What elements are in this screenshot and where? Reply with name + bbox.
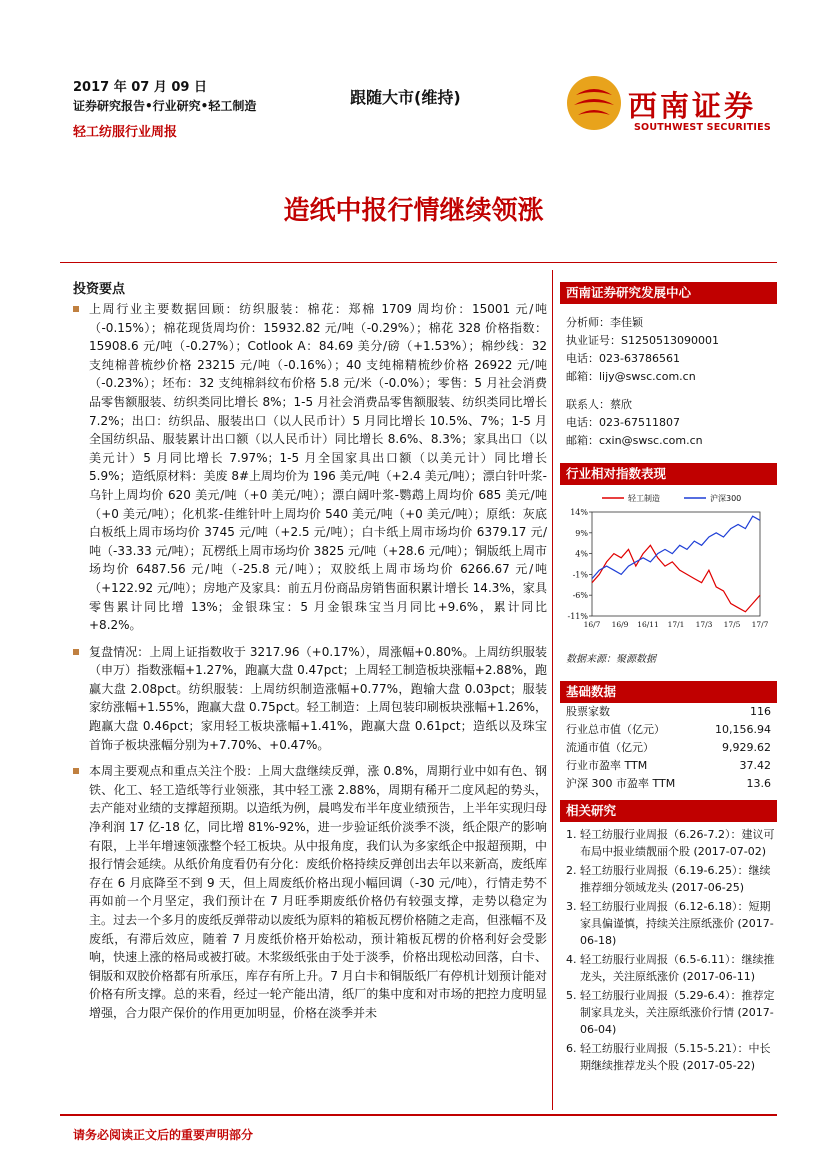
rating: 跟随大市(维持) [350, 88, 461, 107]
list-item[interactable]: 4. 轻工纺服行业周报（6.5-6.11）：继续推龙头，关注原纸涨价 (2017-06-11) [566, 953, 775, 983]
basic-data-table [566, 703, 771, 793]
related-research-list [566, 826, 776, 1076]
y-tick-label: 4% [575, 549, 588, 559]
y-tick-label: -1% [572, 570, 588, 580]
bullet-icon [73, 306, 79, 312]
bullet-icon [73, 649, 79, 655]
footer-divider [60, 1114, 777, 1116]
x-tick-label: 16/9 [611, 620, 629, 629]
analyst-phone: 电话：023-63786561 [566, 352, 680, 365]
logo-chinese: 西南证券 [628, 89, 757, 123]
logo-english: SOUTHWEST SECURITIES [634, 122, 771, 133]
list-item[interactable]: 2. 轻工纺服行业周报（6.19-6.25）：继续推荐细分领域龙头 (2017-06-25) [566, 864, 771, 894]
x-tick-label: 17/5 [723, 620, 741, 629]
column-divider [552, 270, 553, 1110]
chart-heading: 行业相对指数表现 [560, 463, 777, 485]
x-tick-label: 17/3 [695, 620, 713, 629]
company-logo-icon [566, 75, 622, 131]
x-tick-label: 16/11 [637, 620, 659, 629]
paragraph-text: 复盘情况：上周上证指数收于 3217.96（+0.17%），周涨幅+0.80%。上周纺织服装（申万）指数涨幅+1.27%，跑赢大盘 0.47pct；上周轻工制造板块涨幅+2.88%，跑赢大盘 2.08pct。纺织服装：上周纺织制造涨幅+0.77%，跑输大盘 0.03pct；服装家纺涨幅+1.55%，跑赢大盘 0.75pct。轻工制造：上周包装印刷板块涨幅+1.26%，跑赢大盘 0.46pct；家用轻工板块涨幅+1.41%，跑赢大盘 0.61pct；造纸以及珠宝首饰子板块涨幅分别为+7.70%、+0.47%。 [89, 644, 547, 752]
bullet-icon [73, 768, 79, 774]
y-tick-label: -11% [567, 612, 588, 621]
series-line-1 [592, 516, 760, 578]
research-center-heading: 西南证券研究发展中心 [560, 282, 777, 304]
list-item[interactable]: 3. 轻工纺服行业周报（6.12-6.18）：短期家具偏谨慎，持续关注原纸涨价 (2017-06-18) [566, 900, 774, 947]
table-row: 行业市盈率 TTM 37.42 [566, 759, 771, 772]
list-item[interactable]: 5. 轻工纺服行业周报（5.29-6.4）：推荐定制家具龙头，关注原纸涨价行情 (2017-06-04) [566, 989, 775, 1036]
basic-data-heading: 基础数据 [560, 681, 777, 703]
contact-name: 联系人：蔡欣 [566, 398, 632, 411]
header-divider [60, 262, 777, 263]
list-item[interactable]: 1. 轻工纺服行业周报（6.26-7.2）：建议可布局中报业绩靓丽个股 (2017-07-02) [566, 828, 775, 858]
report-title: 造纸中报行情继续领涨 [283, 196, 544, 226]
related-research-heading: 相关研究 [560, 800, 777, 822]
y-tick-label: 9% [575, 528, 588, 538]
paragraph-text: 上周行业主要数据回顾：纺织服装：棉花：郑棉 1709 周均价：15001 元/吨（-0.15%）；棉花现货周均价：15932.82 元/吨（-0.29%）；棉花 328 价格指数：15908.6 元/吨（-0.27%）；Cotlook A：84.69 美分/磅（+1.53%）；棉纱线：32 支纯棉普梳纱价格 23215 元/吨（-0.16%）；40 支纯棉精梳纱价格 26922 元/吨（-0.23%）；坯布：32 支纯棉斜纹布价格 5.8 元/米（-0.0%）；零售：5 月社会消费品零售额服装、纺织类同比增长 8%；1-5 月社会消费品零售额服装、纺织类同比增长 7.2%；出口：纺织品、服装出口（以人民币计）5 月同比增长 10.5%、7%；1-5 月全国纺织品、服装累计出口额（以人民币计）同比增长 8.6%、8.3%；家具出口（以美元计）5 月同比增长 7.97%；1-5 月全国家具出口额（以美元计）同比增长 5.9%；造纸原材料：美废 8#上周均价为 196 美元/吨（+2.4 美元/吨）；漂白针叶浆-乌针上周均价 620 美元/吨（+0 美元/吨）；漂白阔叶浆-鹦鹉上周均价 685 美元/吨（+0 美元/吨）；化机浆-佳维针叶上周均价 540 美元/吨（+0 美元/吨）；原纸：灰底白板纸上周市场均价 3745 元/吨（+2.5 元/吨）；白卡纸上周市场均价 6379.17 元/吨（-33.33 元/吨）；瓦楞纸上周市场均价 3825 元/吨（+28.6 元/吨）；铜版纸上周市场均价 6487.56 元/吨（-25.8 元/吨）；双胶纸上周市场均价 6266.67 元/吨（+122.92 元/吨）；房地产及家具：前五月份商品房销售面积累计增长 14.3%，家具零售累计同比增 13%；金银珠宝：5 月金银珠宝当月同比+9.6%，累计同比+8.2%。 [89, 302, 547, 633]
table-row: 股票家数 116 [566, 705, 771, 718]
legend-label-1: 沪深300 [710, 494, 742, 503]
report-type: 证券研究报告•行业研究•轻工制造 [73, 99, 257, 113]
legend-label-0: 轻工制造 [628, 494, 660, 503]
series-line-0 [592, 545, 760, 612]
paragraph-data-review [73, 300, 547, 635]
section-title: 投资要点 [73, 282, 126, 297]
footer-disclaimer: 请务必阅读正文后的重要声明部分 [73, 1128, 254, 1142]
table-row: 沪深 300 市盈率 TTM 13.6 [566, 777, 771, 790]
x-tick-label: 17/7 [751, 620, 769, 629]
paragraph-views [73, 762, 547, 1022]
x-tick-label: 16/7 [583, 620, 601, 629]
relative-index-chart [562, 490, 774, 640]
y-tick-label: 14% [570, 508, 588, 517]
x-tick-label: 17/1 [667, 620, 685, 629]
license-number: 执业证号：S1250513090001 [566, 334, 719, 347]
main-paragraphs [73, 300, 547, 1023]
contact-info [566, 314, 719, 450]
analyst-name: 分析师：李佳颖 [566, 316, 643, 329]
y-tick-label: -6% [572, 591, 588, 601]
table-row: 行业总市值（亿元） 10,156.94 [566, 723, 771, 736]
paragraph-text: 本周主要观点和重点关注个股：上周大盘继续反弹，涨 0.8%，周期行业中如有色、钢铁、化工、轻工造纸等行业领涨，其中轻工涨 2.88%，周期有稀开二度风起的势头，去产能对业绩的支撑超预期。以造纸为例，晨鸣发布半年度业绩预告，上半年实现归母净利润 17 亿-18 亿，同比增 81%-92%，进一步验证纸价淡季不淡，纸企限产的影响有限，上半年增速领涨整个轻工板块。从中报角度，我们认为多家纸企中报超预期，中报行情会延续。从纸价角度看仍有分化：废纸价格持续反弹创出去年以来新高，废纸库存在 6 月底降至不到 9 天，但上周废纸价格出现小幅回调（-30 元/吨），行情走势不再如前一个月坚定，我们预计在 7 月旺季期废纸价格仍有较强支撑，走势以稳定为主。过去一个多月的废纸反弹带动以废纸为原料的箱板瓦楞价格随之走高，但涨幅不及废纸，有滞后效应，随着 7 月废纸价格开始松动，预计箱板瓦楞的价格利好会受影响，快速上涨的格局或被打破。木浆级纸张由于处于淡季，价格出现松动回落，白卡、铜版和双胶价格都有所承压，库存有所上升。7 月白卡和铜版纸厂有停机计划预计能对价格有所支撑。总的来看，经过一轮产能出清，纸厂的集中度和对市场的把控力度明显增强，合力限产保价的作用更加明显，价格在淡季并未 [89, 764, 547, 1020]
analyst-email[interactable]: 邮箱：lijy@swsc.com.cn [566, 370, 696, 383]
contact-email[interactable]: 邮箱：cxin@swsc.com.cn [566, 434, 703, 447]
list-item[interactable]: 6. 轻工纺服行业周报（5.15-5.21）：中长期继续推荐龙头个股 (2017-05-22) [566, 1042, 771, 1072]
plot-frame [592, 512, 760, 616]
report-date: 2017 年 07 月 09 日 [73, 80, 207, 95]
paragraph-market-review [73, 643, 547, 755]
chart-source: 数据来源：聚源数据 [566, 654, 656, 665]
table-row: 流通市值（亿元） 9,929.62 [566, 741, 771, 754]
contact-phone: 电话：023-67511807 [566, 416, 680, 429]
report-series: 轻工纺服行业周报 [73, 125, 178, 140]
